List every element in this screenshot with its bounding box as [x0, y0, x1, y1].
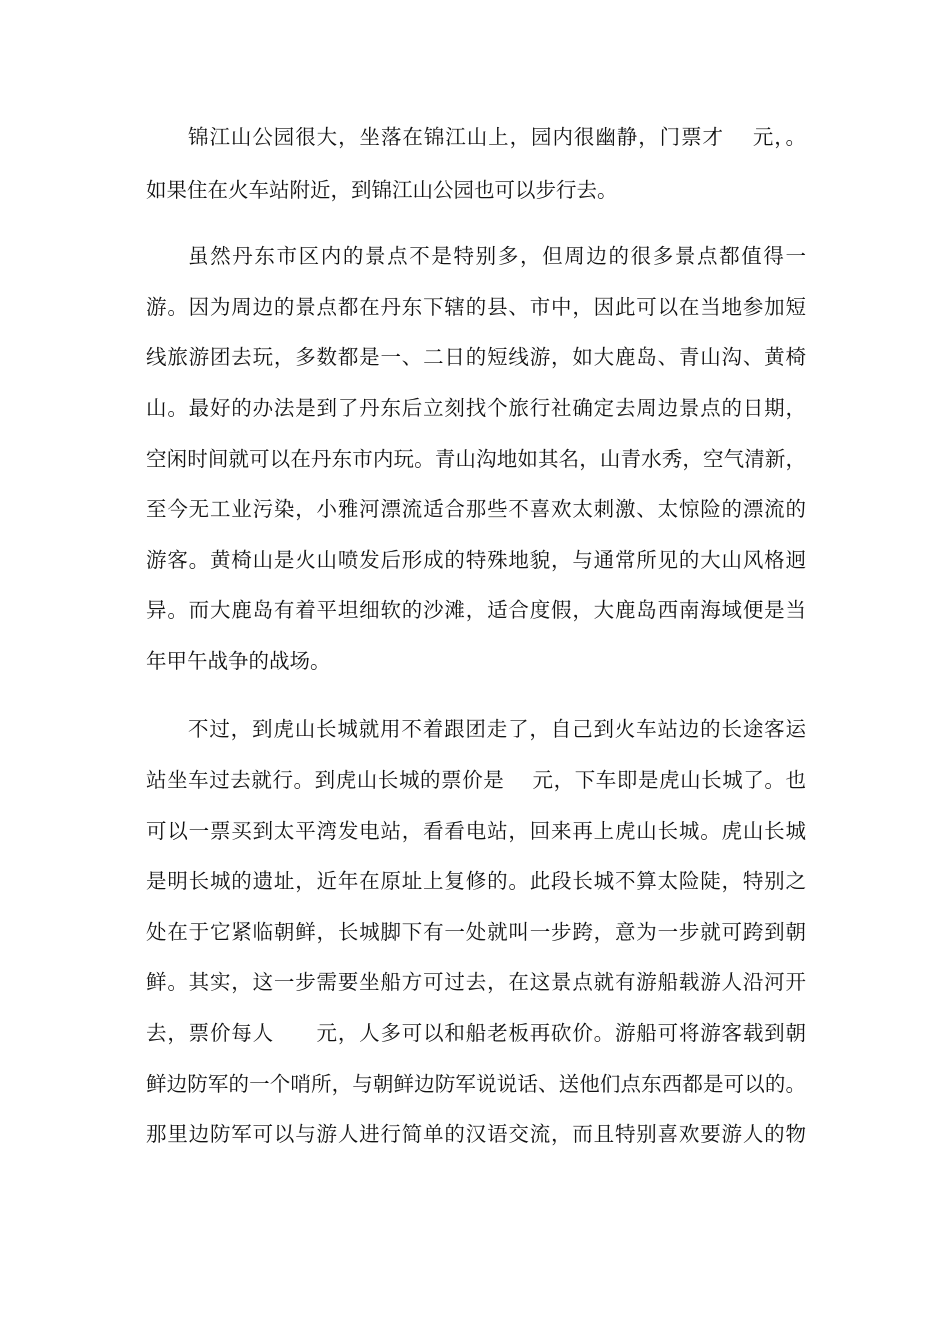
- paragraph-2-line-5: 空闲时间就可以在丹东市内玩。青山沟地如其名，山青水秀，空气清新，: [146, 447, 806, 471]
- paragraph-3-line-3: 可以一票买到太平湾发电站，看看电站，回来再上虎山长城。虎山长城: [146, 819, 806, 843]
- paragraph-3-line-4: 是明长城的遗址，近年在原址上复修的。此段长城不算太险陡，特别之: [146, 869, 806, 893]
- paragraph-3-line-2: 站坐车过去就行。到虎山长城的票价是 元，下车即是虎山长城了。也: [146, 768, 806, 792]
- paragraph-1-line-1: 锦江山公园很大，坐落在锦江山上，园内很幽静，门票才 元，。: [188, 125, 806, 149]
- paragraph-1-line-2: 如果住在火车站附近，到锦江山公园也可以步行去。: [146, 178, 618, 202]
- paragraph-3-line-9: 那里边防军可以与游人进行简单的汉语交流，而且特别喜欢要游人的物: [146, 1122, 806, 1146]
- paragraph-2-line-8: 异。而大鹿岛有着平坦细软的沙滩，适合度假，大鹿岛西南海域便是当: [146, 598, 806, 622]
- paragraph-3-line-8: 鲜边防军的一个哨所，与朝鲜边防军说说话、送他们点东西都是可以的。: [146, 1072, 806, 1096]
- paragraph-2-line-9: 年甲午战争的战场。: [146, 649, 331, 673]
- paragraph-3-line-5: 处在于它紧临朝鲜，长城脚下有一处就叫一步跨，意为一步就可跨到朝: [146, 920, 806, 944]
- paragraph-3-line-7: 去，票价每人 元，人多可以和船老板再砍价。游船可将游客载到朝: [146, 1021, 806, 1045]
- paragraph-2-line-2: 游。因为周边的景点都在丹东下辖的县、市中，因此可以在当地参加短: [146, 295, 806, 319]
- paragraph-2-line-1: 虽然丹东市区内的景点不是特别多，但周边的很多景点都值得一: [188, 244, 806, 268]
- paragraph-2-line-4: 山。最好的办法是到了丹东后立刻找个旅行社确定去周边景点的日期，: [146, 396, 806, 420]
- paragraph-2-line-7: 游客。黄椅山是火山喷发后形成的特殊地貌，与通常所见的大山风格迥: [146, 548, 806, 572]
- paragraph-2-line-3: 线旅游团去玩，多数都是一、二日的短线游，如大鹿岛、青山沟、黄椅: [146, 345, 806, 369]
- paragraph-3-line-1: 不过，到虎山长城就用不着跟团走了，自己到火车站边的长途客运: [188, 717, 806, 741]
- paragraph-2-line-6: 至今无工业污染，小雅河漂流适合那些不喜欢太刺激、太惊险的漂流的: [146, 497, 806, 521]
- paragraph-3-line-6: 鲜。其实，这一步需要坐船方可过去，在这景点就有游船载游人沿河开: [146, 970, 806, 994]
